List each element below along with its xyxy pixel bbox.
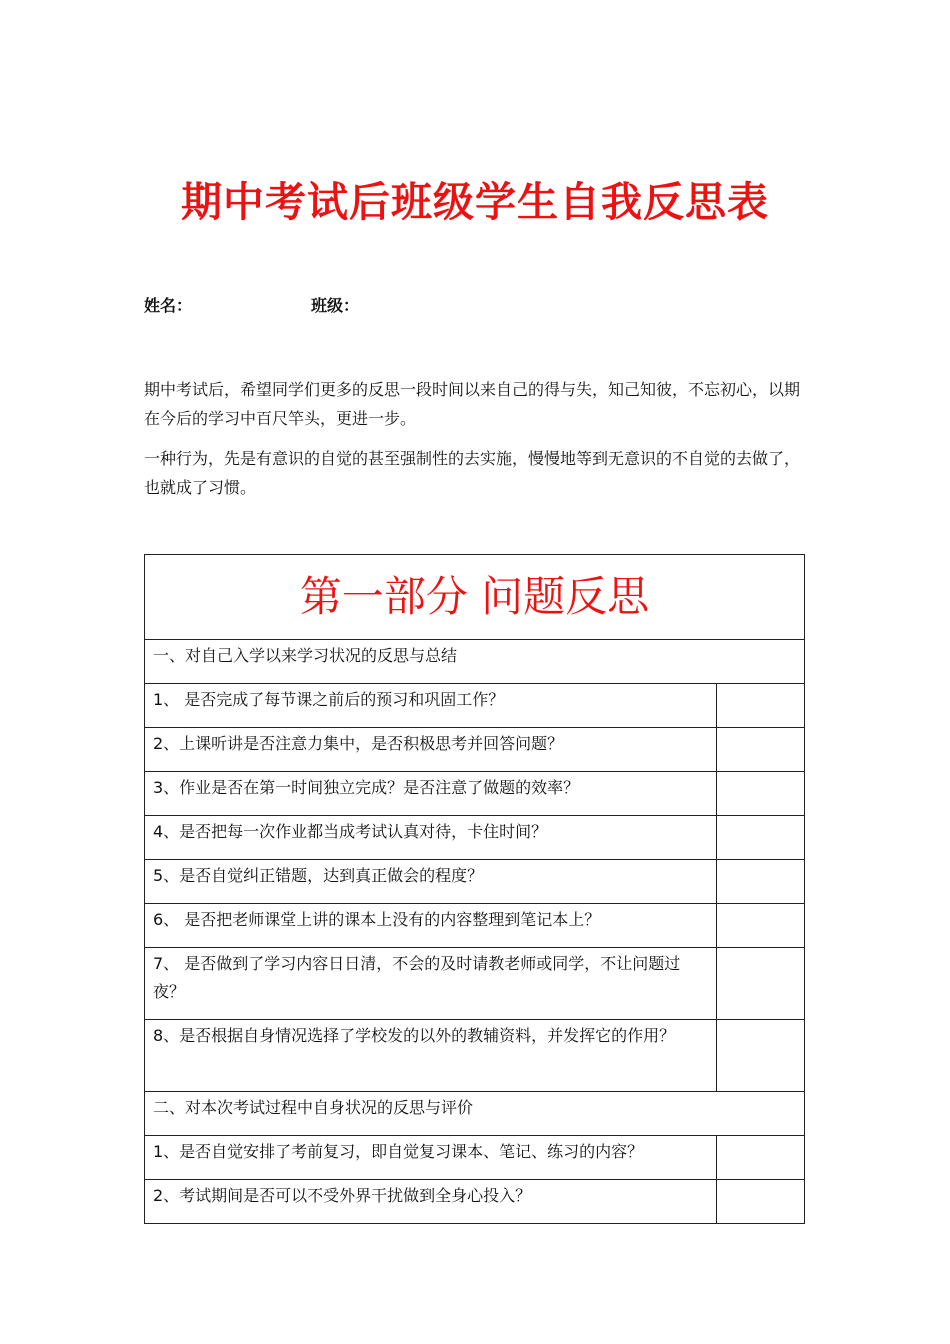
part-title-row xyxy=(145,555,805,640)
question-text: 8、是否根据自身情况选择了学校发的以外的教辅资料，并发挥它的作用？ xyxy=(145,1020,717,1092)
answer-cell[interactable] xyxy=(717,728,805,772)
reflection-table xyxy=(144,554,805,1224)
question-row xyxy=(145,684,805,728)
intro-paragraph-2: 一种行为，先是有意识的自觉的甚至强制性的去实施，慢慢地等到无意识的不自觉的去做了，也就成了习惯。 xyxy=(144,449,801,497)
question-row xyxy=(145,1136,805,1180)
class-label: 班级： xyxy=(311,296,360,315)
name-label: 姓名： xyxy=(144,296,193,315)
document-title: 期中考试后班级学生自我反思表 xyxy=(181,178,769,226)
section-heading: 一、对自己入学以来学习状况的反思与总结 xyxy=(145,640,805,684)
answer-cell[interactable] xyxy=(717,1020,805,1092)
question-text: 2、考试期间是否可以不受外界干扰做到全身心投入？ xyxy=(145,1180,717,1224)
question-text: 6、 是否把老师课堂上讲的课本上没有的内容整理到笔记本上？ xyxy=(145,904,717,948)
question-text: 7、 是否做到了学习内容日日清，不会的及时请教老师或同学，不让问题过夜？ xyxy=(145,948,717,1020)
question-row xyxy=(145,772,805,816)
part-title: 第一部分 问题反思 xyxy=(145,555,805,640)
section-row xyxy=(145,640,805,684)
question-text: 1、 是否完成了每节课之前后的预习和巩固工作？ xyxy=(145,684,717,728)
question-text: 5、是否自觉纠正错题，达到真正做会的程度？ xyxy=(145,860,717,904)
answer-cell[interactable] xyxy=(717,772,805,816)
question-text: 4、是否把每一次作业都当成考试认真对待，卡住时间？ xyxy=(145,816,717,860)
question-text: 1、是否自觉安排了考前复习，即自觉复习课本、笔记、练习的内容？ xyxy=(145,1136,717,1180)
question-row xyxy=(145,1020,805,1092)
answer-cell[interactable] xyxy=(717,816,805,860)
question-text: 2、上课听讲是否注意力集中，是否积极思考并回答问题？ xyxy=(145,728,717,772)
student-info-fields xyxy=(144,295,360,317)
answer-cell[interactable] xyxy=(717,684,805,728)
question-row xyxy=(145,1180,805,1224)
question-row xyxy=(145,728,805,772)
question-row xyxy=(145,860,805,904)
question-row xyxy=(145,904,805,948)
intro-paragraph-1: 期中考试后，希望同学们更多的反思一段时间以来自己的得与失，知己知彼，不忘初心，以期在今后的学习中百尺竿头，更进一步。 xyxy=(144,380,801,428)
question-text: 3、作业是否在第一时间独立完成？是否注意了做题的效率？ xyxy=(145,772,717,816)
answer-cell[interactable] xyxy=(717,948,805,1020)
answer-cell[interactable] xyxy=(717,1136,805,1180)
answer-cell[interactable] xyxy=(717,904,805,948)
question-row xyxy=(145,948,805,1020)
question-row xyxy=(145,816,805,860)
answer-cell[interactable] xyxy=(717,1180,805,1224)
answer-cell[interactable] xyxy=(717,860,805,904)
section-row xyxy=(145,1092,805,1136)
section-heading: 二、对本次考试过程中自身状况的反思与评价 xyxy=(145,1092,805,1136)
